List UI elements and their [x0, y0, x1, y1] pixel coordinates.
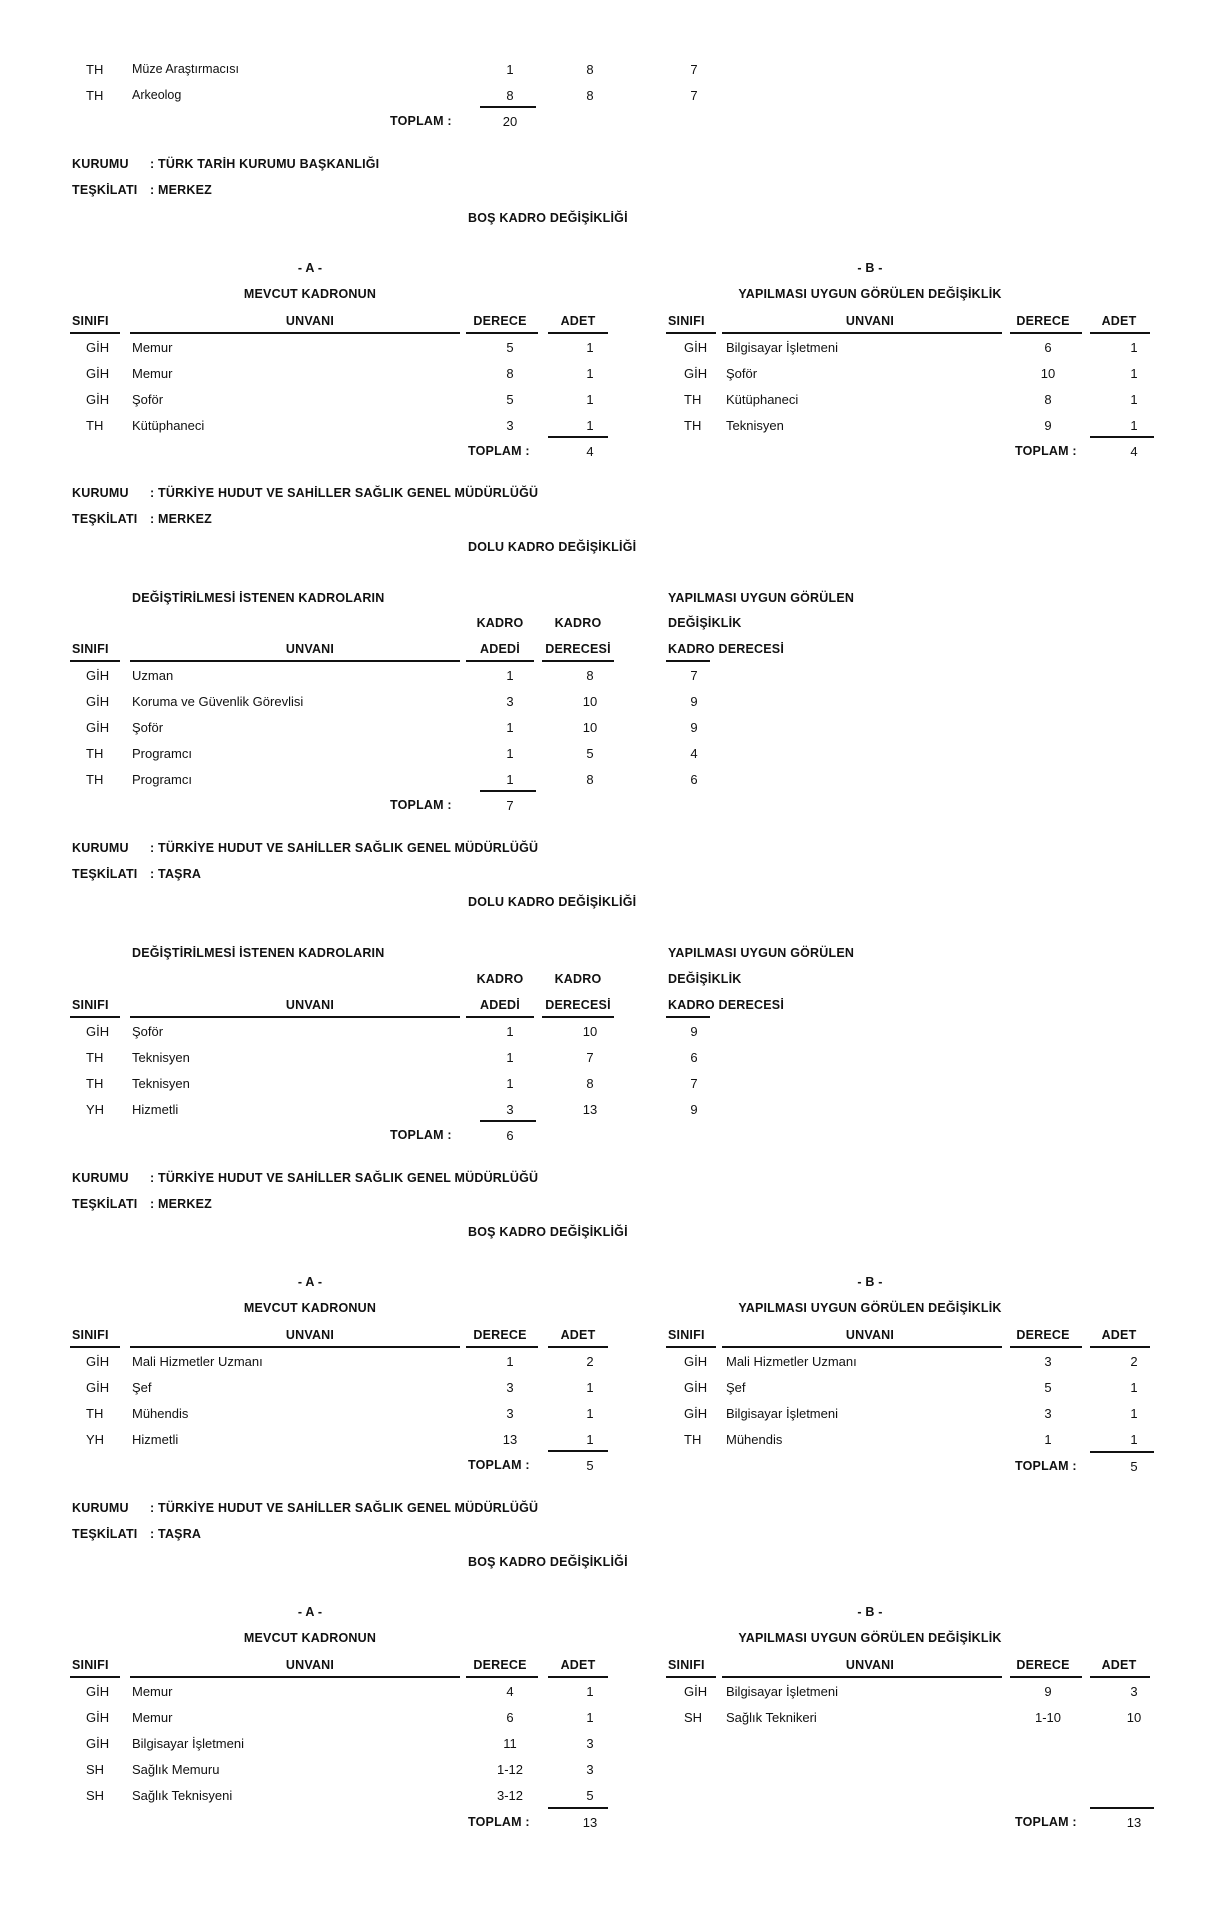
col-kadro: KADRO — [476, 616, 524, 630]
col-derece: DERECE — [473, 1328, 527, 1342]
table-cell: Hizmetli — [132, 1432, 179, 1447]
yapilmasi-header: YAPILMASI UYGUN GÖRÜLEN — [668, 591, 855, 605]
table-cell: 9 — [690, 720, 698, 735]
table-cell: 3-12 — [496, 1788, 524, 1803]
col-adet: ADET — [1101, 314, 1137, 328]
table-cell: GİH — [86, 1710, 110, 1725]
table-cell: 3 — [1044, 1406, 1052, 1421]
header-rule — [548, 1676, 608, 1678]
header-rule — [542, 660, 614, 662]
table-cell: GİH — [684, 1684, 708, 1699]
degisiklik-header: YAPILMASI UYGUN GÖRÜLEN DEĞİŞİKLİK — [738, 1301, 1002, 1315]
sum-rule — [1090, 1451, 1154, 1453]
table-cell: 9 — [690, 1102, 698, 1117]
table-cell: GİH — [86, 1354, 110, 1369]
table-cell: 1-12 — [496, 1762, 524, 1777]
section-title: DOLU KADRO DEĞİŞİKLİĞİ — [468, 895, 637, 909]
table-cell: 1 — [506, 62, 514, 77]
mevcut-header: MEVCUT KADRONUN — [243, 287, 377, 301]
table-cell: 7 — [586, 1050, 594, 1065]
col-adet: ADET — [560, 1658, 596, 1672]
table-cell: TH — [86, 1076, 104, 1091]
col-sinifi: SINIFI — [72, 1328, 109, 1342]
header-rule — [666, 1676, 716, 1678]
table-cell: 5 — [506, 392, 514, 407]
header-rule — [70, 1016, 120, 1018]
table-cell: 1 — [586, 1432, 594, 1447]
table-cell: Hizmetli — [132, 1102, 179, 1117]
table-cell: 1 — [506, 1354, 514, 1369]
header-rule — [1090, 332, 1150, 334]
table-cell: Bilgisayar İşletmeni — [726, 1684, 838, 1699]
header-rule — [70, 1346, 120, 1348]
table-cell: Programcı — [132, 772, 192, 787]
table-cell: 3 — [586, 1762, 594, 1777]
header-rule — [130, 332, 460, 334]
table-cell: GİH — [684, 366, 708, 381]
table-cell: TH — [86, 418, 104, 433]
table-cell: GİH — [86, 366, 110, 381]
toplam-value: 7 — [506, 798, 514, 813]
table-cell: 8 — [586, 668, 594, 683]
table-cell: 8 — [1044, 392, 1052, 407]
table-cell: 1 — [586, 366, 594, 381]
sum-rule — [548, 1450, 608, 1452]
kurumu-label: KURUMU — [72, 157, 129, 171]
table-cell: Memur — [132, 366, 173, 381]
table-cell: 13 — [582, 1102, 598, 1117]
table-cell: 1 — [1130, 366, 1138, 381]
sum-rule — [480, 106, 536, 108]
kurumu-value: : TÜRKİYE HUDUT VE SAHİLLER SAĞLIK GENEL MÜDÜRLÜĞÜ — [150, 1501, 539, 1515]
table-cell: 5 — [506, 340, 514, 355]
table-cell: 7 — [690, 62, 698, 77]
section-title: BOŞ KADRO DEĞİŞİKLİĞİ — [468, 211, 628, 225]
kurumu-label: KURUMU — [72, 841, 129, 855]
header-rule — [666, 1346, 716, 1348]
kurumu-label: KURUMU — [72, 1171, 129, 1185]
toplam-label: TOPLAM : — [390, 114, 452, 128]
table-cell: 1-10 — [1034, 1710, 1062, 1725]
col-sinifi: SINIFI — [72, 642, 109, 656]
degisiklik-header: YAPILMASI UYGUN GÖRÜLEN DEĞİŞİKLİK — [738, 287, 1002, 301]
table-cell: 1 — [1130, 392, 1138, 407]
part-a-label: - A - — [297, 1605, 323, 1619]
table-cell: Bilgisayar İşletmeni — [726, 340, 838, 355]
table-cell: GİH — [86, 1684, 110, 1699]
table-cell: 1 — [1044, 1432, 1052, 1447]
table-cell: 11 — [503, 1736, 517, 1751]
kurumu-label: KURUMU — [72, 486, 129, 500]
table-cell: SH — [684, 1710, 703, 1725]
table-cell: Koruma ve Güvenlik Görevlisi — [132, 694, 304, 709]
toplam-label: TOPLAM : — [1015, 444, 1077, 458]
table-cell: Mali Hizmetler Uzmanı — [132, 1354, 263, 1369]
table-cell: 1 — [506, 720, 514, 735]
teskilati-label: TEŞKİLATI — [72, 183, 138, 197]
table-cell: GİH — [86, 668, 110, 683]
header-rule — [130, 660, 460, 662]
toplam-label: TOPLAM : — [390, 798, 452, 812]
teskilati-value: : MERKEZ — [150, 1197, 213, 1211]
table-cell: 1 — [506, 1024, 514, 1039]
teskilati-label: TEŞKİLATI — [72, 1527, 138, 1541]
table-cell: 4 — [690, 746, 698, 761]
table-cell: 1 — [506, 668, 514, 683]
col-unvani: UNVANI — [285, 642, 335, 656]
degisiklik-header: DEĞİŞİKLİK — [668, 972, 742, 986]
table-cell: 6 — [690, 772, 698, 787]
col-kadro: KADRO — [554, 972, 602, 986]
header-rule — [466, 660, 534, 662]
table-cell: Şoför — [726, 366, 758, 381]
table-cell: Mühendis — [726, 1432, 783, 1447]
col-kadro: KADRO — [476, 972, 524, 986]
table-cell: 2 — [1130, 1354, 1138, 1369]
toplam-value: 5 — [1130, 1459, 1138, 1474]
table-cell: Kütüphaneci — [132, 418, 205, 433]
table-cell: 8 — [586, 88, 594, 103]
table-cell: 7 — [690, 88, 698, 103]
kadro-derecesi-header: KADRO DERECESİ — [668, 642, 785, 656]
table-cell: 3 — [506, 418, 514, 433]
teskilati-value: : TAŞRA — [150, 1527, 202, 1541]
header-rule — [1090, 1346, 1150, 1348]
toplam-label: TOPLAM : — [468, 1458, 530, 1472]
degisiklik-header: DEĞİŞİKLİK — [668, 616, 742, 630]
col-unvani: UNVANI — [285, 314, 335, 328]
header-rule — [466, 1676, 538, 1678]
part-b-label: - B - — [857, 1605, 883, 1619]
part-b-label: - B - — [857, 1275, 883, 1289]
teskilati-label: TEŞKİLATI — [72, 1197, 138, 1211]
header-rule — [722, 1676, 1002, 1678]
header-rule — [130, 1346, 460, 1348]
toplam-label: TOPLAM : — [468, 444, 530, 458]
col-unvani: UNVANI — [845, 1658, 895, 1672]
col-unvani: UNVANI — [845, 1328, 895, 1342]
table-cell: Teknisyen — [132, 1050, 190, 1065]
table-cell: Mühendis — [132, 1406, 189, 1421]
teskilati-value: : TAŞRA — [150, 867, 202, 881]
table-cell: Teknisyen — [132, 1076, 190, 1091]
table-cell: 8 — [586, 772, 594, 787]
col-unvani: UNVANI — [285, 1328, 335, 1342]
header-rule — [1010, 332, 1082, 334]
table-cell: 1 — [506, 1076, 514, 1091]
col-derece: DERECE — [1016, 314, 1070, 328]
col-unvani: UNVANI — [285, 1658, 335, 1672]
kurumu-value: : TÜRK TARİH KURUMU BAŞKANLIĞI — [150, 157, 380, 171]
header-rule — [548, 332, 608, 334]
table-cell: 3 — [506, 1380, 514, 1395]
header-rule — [722, 332, 1002, 334]
table-cell: TH — [86, 746, 104, 761]
table-cell: 8 — [506, 366, 514, 381]
table-cell: Sağlık Memuru — [132, 1762, 220, 1777]
sum-rule — [1090, 1807, 1154, 1809]
col-kadro: KADRO — [554, 616, 602, 630]
header-rule — [70, 332, 120, 334]
table-cell: 8 — [586, 1076, 594, 1091]
col-derece: DERECE — [473, 314, 527, 328]
table-cell: Şoför — [132, 1024, 164, 1039]
table-cell: Kütüphaneci — [726, 392, 799, 407]
table-cell: 10 — [582, 694, 598, 709]
header-rule — [1010, 1676, 1082, 1678]
table-cell: Sağlık Teknikeri — [726, 1710, 817, 1725]
header-rule — [542, 1016, 614, 1018]
part-b-label: - B - — [857, 261, 883, 275]
col-adet: ADET — [560, 314, 596, 328]
table-cell: 1 — [586, 1684, 594, 1699]
table-cell: GİH — [86, 1380, 110, 1395]
teskilati-value: : MERKEZ — [150, 183, 213, 197]
degistirilmesi-header: DEĞİŞTİRİLMESİ İSTENEN KADROLARIN — [132, 946, 385, 960]
table-cell: 10 — [582, 1024, 598, 1039]
table-cell: Bilgisayar İşletmeni — [726, 1406, 838, 1421]
table-cell: 9 — [690, 694, 698, 709]
col-sinifi: SINIFI — [668, 1328, 705, 1342]
col-sinifi: SINIFI — [668, 1658, 705, 1672]
table-cell: Şef — [726, 1380, 746, 1395]
header-rule — [466, 332, 538, 334]
degistirilmesi-header: DEĞİŞTİRİLMESİ İSTENEN KADROLARIN — [132, 591, 385, 605]
mevcut-header: MEVCUT KADRONUN — [243, 1631, 377, 1645]
table-cell: 8 — [506, 88, 514, 103]
table-cell: 10 — [582, 720, 598, 735]
toplam-label: TOPLAM : — [1015, 1459, 1077, 1473]
table-cell: 5 — [586, 1788, 594, 1803]
table-cell: TH — [684, 1432, 702, 1447]
mevcut-header: MEVCUT KADRONUN — [243, 1301, 377, 1315]
table-cell: 1 — [586, 1406, 594, 1421]
col-unvani: UNVANI — [285, 998, 335, 1012]
table-cell: 13 — [502, 1432, 518, 1447]
yapilmasi-header: YAPILMASI UYGUN GÖRÜLEN — [668, 946, 855, 960]
teskilati-label: TEŞKİLATI — [72, 867, 138, 881]
table-cell: TH — [684, 418, 702, 433]
table-cell: 1 — [1130, 1406, 1138, 1421]
header-rule — [1090, 1676, 1150, 1678]
kurumu-value: : TÜRKİYE HUDUT VE SAHİLLER SAĞLIK GENEL MÜDÜRLÜĞÜ — [150, 1171, 539, 1185]
sum-rule — [480, 790, 536, 792]
part-a-label: - A - — [297, 261, 323, 275]
header-rule — [666, 660, 710, 662]
col-sinifi: SINIFI — [668, 314, 705, 328]
header-rule — [466, 1016, 534, 1018]
table-cell: GİH — [684, 1354, 708, 1369]
table-cell: Uzman — [132, 668, 174, 683]
table-cell: GİH — [86, 340, 110, 355]
table-cell: GİH — [86, 1736, 110, 1751]
toplam-value: 13 — [582, 1815, 598, 1830]
col-adet: ADET — [1101, 1328, 1137, 1342]
toplam-value: 4 — [1130, 444, 1138, 459]
toplam-value: 5 — [586, 1458, 594, 1473]
table-cell: 9 — [1044, 1684, 1052, 1699]
header-rule — [466, 1346, 538, 1348]
table-cell: 1 — [586, 418, 594, 433]
table-cell: Memur — [132, 1710, 173, 1725]
table-cell: Mali Hizmetler Uzmanı — [726, 1354, 857, 1369]
toplam-label: TOPLAM : — [390, 1128, 452, 1142]
table-cell: GİH — [684, 1406, 708, 1421]
kadro-derecesi-header: KADRO DERECESİ — [668, 998, 785, 1012]
table-cell: 1 — [1130, 1432, 1138, 1447]
col-adet: ADET — [560, 1328, 596, 1342]
header-rule — [548, 1346, 608, 1348]
table-cell: 5 — [586, 746, 594, 761]
toplam-value: 4 — [586, 444, 594, 459]
part-a-label: - A - — [297, 1275, 323, 1289]
toplam-label: TOPLAM : — [1015, 1815, 1077, 1829]
table-cell: Sağlık Teknisyeni — [132, 1788, 233, 1803]
teskilati-value: : MERKEZ — [150, 512, 213, 526]
table-cell: SH — [86, 1762, 105, 1777]
section-title: BOŞ KADRO DEĞİŞİKLİĞİ — [468, 1555, 628, 1569]
table-cell: TH — [86, 1406, 104, 1421]
table-cell: GİH — [86, 694, 110, 709]
col-derece: DERECE — [473, 1658, 527, 1672]
section-title: BOŞ KADRO DEĞİŞİKLİĞİ — [468, 1225, 628, 1239]
kurumu-label: KURUMU — [72, 1501, 129, 1515]
table-cell: 2 — [586, 1354, 594, 1369]
sum-rule — [548, 1807, 608, 1809]
col-derecesi: DERECESİ — [545, 998, 611, 1012]
table-cell: Müze Araştırmacısı — [132, 62, 239, 76]
table-cell: 3 — [586, 1736, 594, 1751]
table-cell: Arkeolog — [132, 88, 182, 102]
table-cell: GİH — [86, 720, 110, 735]
col-derece: DERECE — [1016, 1328, 1070, 1342]
col-adedi: ADEDİ — [480, 998, 520, 1012]
header-rule — [666, 332, 716, 334]
kurumu-value: : TÜRKİYE HUDUT VE SAHİLLER SAĞLIK GENEL MÜDÜRLÜĞÜ — [150, 841, 539, 855]
toplam-value: 13 — [1126, 1815, 1142, 1830]
table-cell: 1 — [506, 772, 514, 787]
table-cell: 9 — [1044, 418, 1052, 433]
col-derecesi: DERECESİ — [545, 642, 611, 656]
table-cell: Şef — [132, 1380, 152, 1395]
teskilati-label: TEŞKİLATI — [72, 512, 138, 526]
table-cell: 6 — [1044, 340, 1052, 355]
table-cell: Memur — [132, 340, 173, 355]
table-cell: 1 — [586, 392, 594, 407]
table-cell: 7 — [690, 668, 698, 683]
header-rule — [722, 1346, 1002, 1348]
table-cell: GİH — [86, 392, 110, 407]
table-cell: Şoför — [132, 392, 164, 407]
table-cell: 4 — [506, 1684, 514, 1699]
table-cell: 6 — [506, 1710, 514, 1725]
col-sinifi: SINIFI — [72, 1658, 109, 1672]
table-cell: GİH — [86, 1024, 110, 1039]
table-cell: 10 — [1126, 1710, 1142, 1725]
table-cell: TH — [86, 62, 104, 77]
table-cell: 3 — [506, 1102, 514, 1117]
header-rule — [666, 1016, 710, 1018]
table-cell: TH — [684, 392, 702, 407]
col-unvani: UNVANI — [845, 314, 895, 328]
table-cell: 1 — [586, 340, 594, 355]
header-rule — [70, 1676, 120, 1678]
table-cell: GİH — [684, 340, 708, 355]
table-cell: 5 — [1044, 1380, 1052, 1395]
table-cell: 3 — [1130, 1684, 1138, 1699]
table-cell: 1 — [1130, 418, 1138, 433]
table-cell: 1 — [1130, 1380, 1138, 1395]
table-cell: 3 — [506, 1406, 514, 1421]
table-cell: 1 — [586, 1380, 594, 1395]
table-cell: 1 — [586, 1710, 594, 1725]
table-cell: 8 — [586, 62, 594, 77]
col-sinifi: SINIFI — [72, 998, 109, 1012]
table-cell: GİH — [684, 1380, 708, 1395]
table-cell: TH — [86, 772, 104, 787]
header-rule — [130, 1016, 460, 1018]
table-cell: TH — [86, 88, 104, 103]
table-cell: Programcı — [132, 746, 192, 761]
table-cell: 3 — [506, 694, 514, 709]
table-cell: 7 — [690, 1076, 698, 1091]
table-cell: Memur — [132, 1684, 173, 1699]
col-adedi: ADEDİ — [480, 642, 520, 656]
kurumu-value: : TÜRKİYE HUDUT VE SAHİLLER SAĞLIK GENEL MÜDÜRLÜĞÜ — [150, 486, 539, 500]
table-cell: 1 — [506, 746, 514, 761]
header-rule — [130, 1676, 460, 1678]
sum-rule — [548, 436, 608, 438]
section-title: DOLU KADRO DEĞİŞİKLİĞİ — [468, 540, 637, 554]
table-cell: 6 — [690, 1050, 698, 1065]
col-adet: ADET — [1101, 1658, 1137, 1672]
table-cell: 9 — [690, 1024, 698, 1039]
table-cell: Bilgisayar İşletmeni — [132, 1736, 244, 1751]
table-cell: YH — [86, 1102, 105, 1117]
table-cell: TH — [86, 1050, 104, 1065]
degisiklik-header: YAPILMASI UYGUN GÖRÜLEN DEĞİŞİKLİK — [738, 1631, 1002, 1645]
table-cell: 1 — [1130, 340, 1138, 355]
col-derece: DERECE — [1016, 1658, 1070, 1672]
toplam-label: TOPLAM : — [468, 1815, 530, 1829]
sum-rule — [1090, 436, 1154, 438]
table-cell: 3 — [1044, 1354, 1052, 1369]
table-cell: Teknisyen — [726, 418, 784, 433]
table-cell: 10 — [1040, 366, 1056, 381]
toplam-value: 20 — [502, 114, 518, 129]
sum-rule — [480, 1120, 536, 1122]
toplam-value: 6 — [506, 1128, 514, 1143]
table-cell: Şoför — [132, 720, 164, 735]
col-sinifi: SINIFI — [72, 314, 109, 328]
header-rule — [1010, 1346, 1082, 1348]
header-rule — [70, 660, 120, 662]
table-cell: YH — [86, 1432, 105, 1447]
table-cell: SH — [86, 1788, 105, 1803]
table-cell: 1 — [506, 1050, 514, 1065]
